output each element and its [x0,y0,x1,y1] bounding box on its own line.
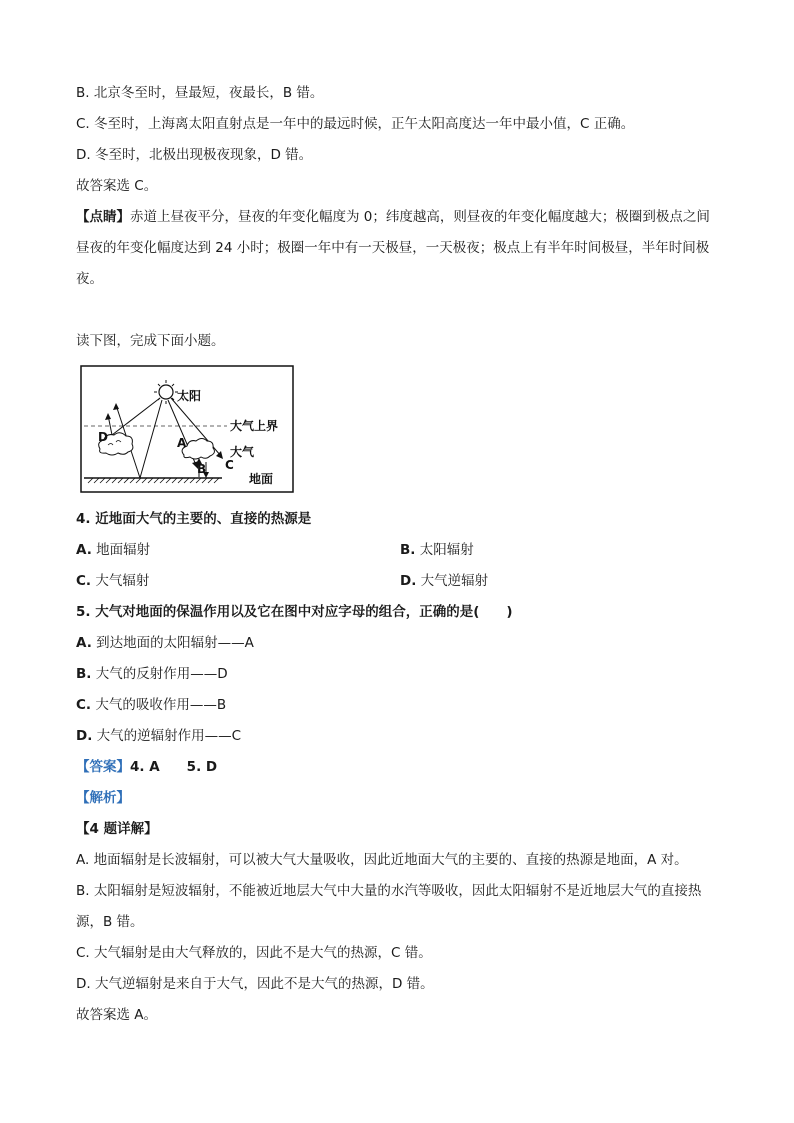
label-d: D [98,430,108,444]
detail-line: 故答案选 A。 [76,1007,158,1023]
answer-tag: 【答案】 [76,759,130,775]
option-text: 大气的吸收作用——B [95,697,227,713]
atmosphere-heat-diagram [80,365,294,493]
detail-line: C. 大气辐射是由大气释放的，因此不是大气的热源，C 错。 [76,945,432,961]
dianjing-line-2: 昼夜的年变化幅度达到 24 小时；极圈一年中有一天极昼，一天极夜；极点上有半年时间极昼，半年时间极 [76,240,710,256]
option-text: 大气辐射 [95,573,150,589]
q4-stem: 4. 近地面大气的主要的、直接的热源是 [76,511,312,527]
option-text: 太阳辐射 [419,542,474,558]
q4-option-a [76,540,150,560]
label-c: C [225,458,234,472]
text-line: 故答案选 C。 [76,178,158,194]
text-line: C. 冬至时，上海离太阳直射点是一年中的最远时候，正午太阳高度达一年中最小值，C 正确。 [76,116,635,132]
dianjing-line-3: 夜。 [76,271,103,287]
answer-line [76,757,217,777]
option-letter: C. [76,697,92,713]
answer-text: 4. A 5. D [130,759,218,775]
detail-line: B. 太阳辐射是短波辐射，不能被近地层大气中大量的水汽等吸收，因此太阳辐射不是近地层大气的直接热 [76,883,702,899]
q4-option-d [400,571,488,591]
dianjing-line-1 [76,207,710,227]
dianjing-text: 赤道上昼夜平分，昼夜的年变化幅度为 0；纬度越高，则昼夜的年变化幅度越大；极圈到极点之间 [130,209,710,225]
text-line: D. 冬至时，北极出现极夜现象，D 错。 [76,147,313,163]
detail-line: A. 地面辐射是长波辐射，可以被大气大量吸收，因此近地面大气的主要的、直接的热源是地面，A 对。 [76,852,688,868]
option-text: 到达地面的太阳辐射——A [96,635,254,651]
q4-option-b [400,540,474,560]
option-letter: B. [76,666,92,682]
option-letter: D. [400,573,417,589]
detail-line: 源，B 错。 [76,914,144,930]
q4-option-c [76,571,149,591]
atmosphere-label: 大气 [230,445,255,459]
option-letter: D. [76,728,93,744]
detail-tag: 【4 题详解】 [76,821,158,837]
label-b: B [197,462,207,476]
option-text: 大气的逆辐射作用——C [96,728,242,744]
atmosphere-top-label: 大气上界 [230,419,279,433]
q5-option-a [76,633,254,653]
option-text: 地面辐射 [96,542,151,558]
q5-stem: 5. 大气对地面的保温作用以及它在图中对应字母的组合，正确的是( ) [76,604,513,620]
sun-label: 太阳 [177,389,202,403]
ground-label: 地面 [249,472,274,486]
q5-option-d [76,726,241,746]
option-letter: B. [400,542,416,558]
read-prompt: 读下图，完成下面小题。 [76,333,225,349]
text-line: B. 北京冬至时，昼最短，夜最长，B 错。 [76,85,324,101]
option-letter: A. [76,542,92,558]
option-letter: A. [76,635,92,651]
analysis-tag: 【解析】 [76,790,130,806]
q5-option-b [76,664,228,684]
option-text: 大气逆辐射 [420,573,489,589]
option-text: 大气的反射作用——D [95,666,228,682]
q5-option-c [76,695,226,715]
option-letter: C. [76,573,92,589]
detail-line: D. 大气逆辐射是来自于大气，因此不是大气的热源，D 错。 [76,976,434,992]
label-a: A [177,436,187,450]
dianjing-tag: 【点睛】 [76,209,130,225]
